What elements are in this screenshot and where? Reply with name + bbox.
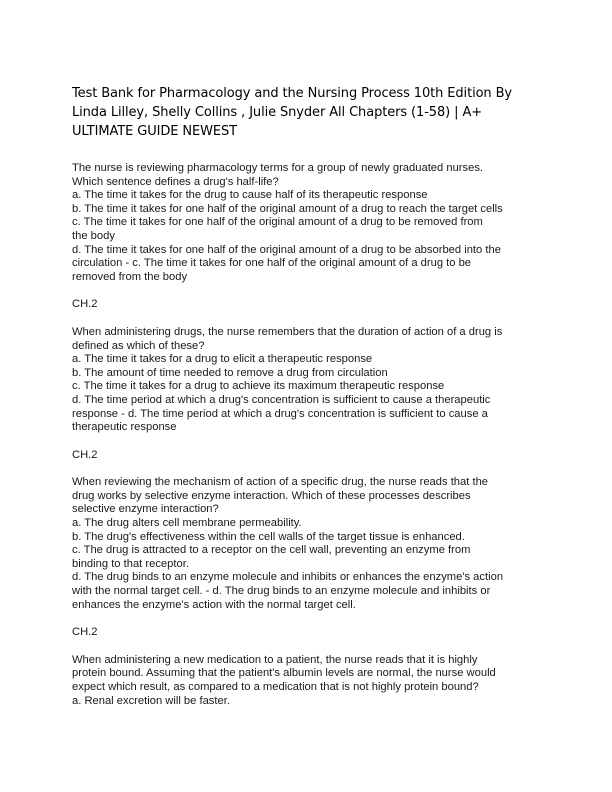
text-line: defined as which of these? xyxy=(72,339,205,352)
document-body xyxy=(72,162,542,722)
text-line: The nurse is reviewing pharmacology terms for a group of newly graduated nurses. xyxy=(72,162,484,174)
text-line: b. The time it takes for one half of the original amount of a drug to reach the target cells xyxy=(72,202,503,215)
text-line: binding to that receptor. xyxy=(72,557,189,570)
document-title xyxy=(72,84,542,141)
text-line: the body xyxy=(72,229,115,242)
text-line: enhances the enzyme's action with the normal target cell. xyxy=(72,598,356,611)
text-line: c. The drug is attracted to a receptor on the cell wall, preventing an enzyme from xyxy=(72,544,471,557)
text-line: response - d. The time period at which a drug's concentration is sufficient to cause a xyxy=(72,407,488,420)
question-1 xyxy=(72,162,542,284)
text-line: a. Renal excretion will be faster. xyxy=(72,694,230,707)
question-4 xyxy=(72,654,542,708)
text-line: d. The time period at which a drug's concentration is sufficient to cause a therapeutic xyxy=(72,393,491,406)
text-line: a. The time it takes for a drug to elicit a therapeutic response xyxy=(72,353,373,366)
text-line: d. The time it takes for one half of the original amount of a drug to be absorbed into the xyxy=(72,243,501,256)
title-line: ULTIMATE GUIDE NEWEST xyxy=(72,124,238,139)
text-line: protein bound. Assuming that the patient's albumin levels are normal, the nurse would xyxy=(72,667,496,680)
title-line: Test Bank for Pharmacology and the Nursing Process 10th Edition By xyxy=(72,86,513,101)
chapter-label: CH.2 xyxy=(72,298,98,311)
chapter-label: CH.2 xyxy=(72,448,98,461)
text-line: Which sentence defines a drug's half-life? xyxy=(72,175,279,188)
question-3 xyxy=(72,476,542,612)
text-line: c. The time it takes for a drug to achieve its maximum therapeutic response xyxy=(72,380,445,393)
text-line: When administering a new medication to a patient, the nurse reads that it is highly xyxy=(72,653,478,666)
text-line: therapeutic response xyxy=(72,421,177,434)
text-line: expect which result, as compared to a medication that is not highly protein bound? xyxy=(72,681,479,693)
text-line: circulation - c. The time it takes for one half of the original amount of a drug to be xyxy=(72,257,472,270)
text-line: b. The drug's effectiveness within the cell walls of the target tissue is enhanced. xyxy=(72,530,465,543)
question-2 xyxy=(72,326,542,435)
text-line: When reviewing the mechanism of action of a specific drug, the nurse reads that the xyxy=(72,476,489,489)
text-line: a. The time it takes for the drug to cause half of its therapeutic response xyxy=(72,189,428,202)
text-line: d. The drug binds to an enzyme molecule and inhibits or enhances the enzyme's action xyxy=(72,571,504,584)
text-line: a. The drug alters cell membrane permeability. xyxy=(72,517,302,530)
text-line: When administering drugs, the nurse remembers that the duration of action of a drug is xyxy=(72,325,503,338)
text-line: b. The amount of time needed to remove a drug from circulation xyxy=(72,366,388,379)
text-line: c. The time it takes for one half of the original amount of a drug to be removed from xyxy=(72,216,483,229)
text-line: with the normal target cell. - d. The drug binds to an enzyme molecule and inhibits or xyxy=(72,585,491,598)
text-line: drug works by selective enzyme interaction. Which of these processes describes xyxy=(72,489,471,502)
chapter-label: CH.2 xyxy=(72,626,98,639)
text-line: removed from the body xyxy=(72,270,188,283)
title-line: Linda Lilley, Shelly Collins , Julie Snyder All Chapters (1-58) | A+ xyxy=(72,105,483,120)
text-line: selective enzyme interaction? xyxy=(72,503,219,516)
